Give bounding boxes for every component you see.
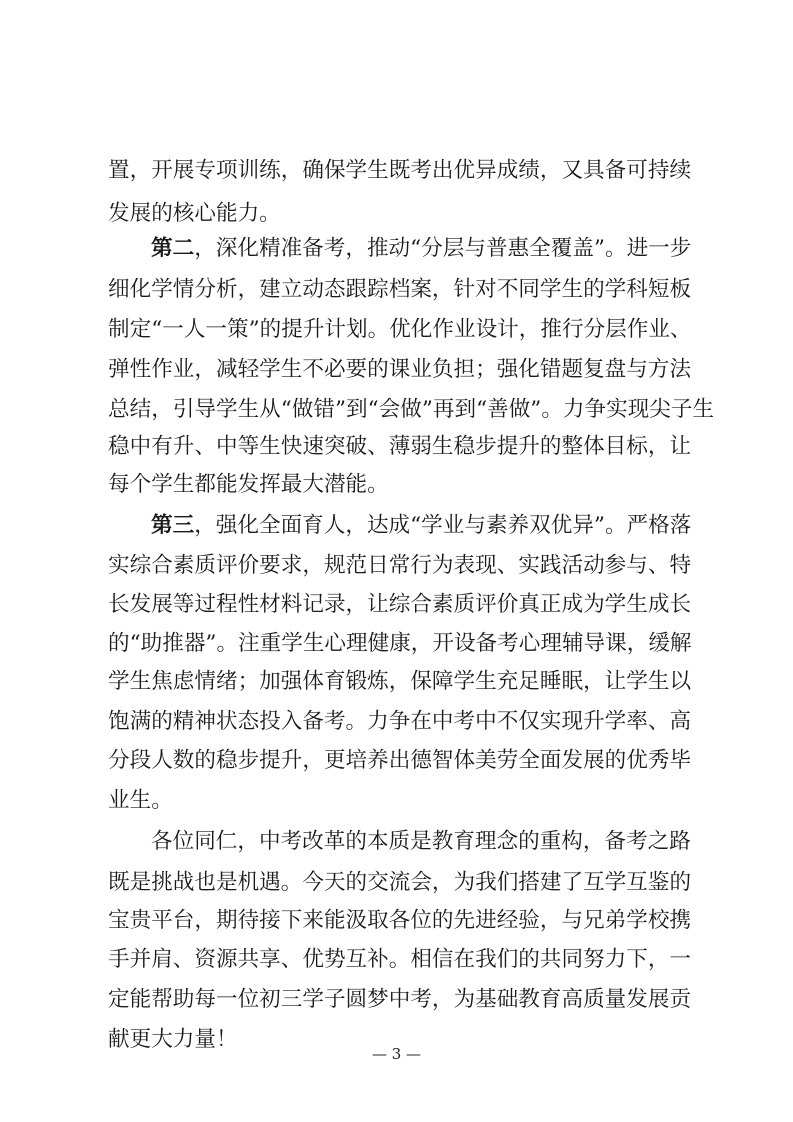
text-line: 制定“一人一策”的提升计划。优化作业设计，推行分层作业、 — [108, 317, 692, 342]
text-line: 稳中有升、中等生快速突破、薄弱生稳步提升的整体目标，让 — [108, 434, 692, 459]
text-line: 业生。 — [108, 788, 173, 813]
page-number: — 3 — — [371, 1045, 422, 1063]
text-line: 长发展等过程性材料记录，让综合素质评价真正成为学生成长 — [108, 592, 692, 617]
paragraph-two-first-line: 第二，深化精准备考，推动“分层与普惠全覆盖”。进一步 — [151, 236, 692, 261]
text-line: 实综合素质评价要求，规范日常行为表现、实践活动参与、特 — [108, 553, 692, 578]
text-line: 的“助推器”。注重学生心理健康，开设备考心理辅导课，缓解 — [108, 631, 692, 656]
text-line: 学生焦虑情绪；加强体育锻炼，保障学生充足睡眠，让学生以 — [108, 669, 692, 694]
text-line: 发展的核心能力。 — [108, 201, 281, 226]
text-line: 每个学生都能发挥最大潜能。 — [108, 472, 389, 497]
text-line: 手并肩、资源共享、优势互补。相信在我们的共同努力下，一 — [108, 947, 692, 972]
text-line: 献更大力量！ — [108, 1027, 238, 1052]
text-line: 弹性作业，减轻学生不必要的课业负担；强化错题复盘与方法 — [108, 357, 692, 382]
text-line: 总结，引导学生从“做错”到“会做”再到“善做”。力争实现尖子生 — [108, 397, 715, 422]
text-line: 既是挑战也是机遇。今天的交流会，为我们搭建了互学互鉴的 — [108, 870, 692, 895]
paragraph-four-first-line: 各位同仁，中考改革的本质是教育理念的重构，备考之路 — [151, 829, 691, 854]
text-line: 定能帮助每一位初三学子圆梦中考，为基础教育高质量发展贡 — [108, 987, 692, 1012]
paragraph-three-first-line: 第三，强化全面育人，达成“学业与素养双优异”。严格落 — [151, 513, 692, 538]
text-line: 细化学情分析，建立动态跟踪档案，针对不同学生的学科短板 — [108, 277, 692, 302]
text-line: 置，开展专项训练，确保学生既考出优异成绩，又具备可持续 — [108, 158, 692, 183]
section-lead-second: 第二 — [151, 236, 195, 261]
text-line: 宝贵平台，期待接下来能汲取各位的先进经验，与兄弟学校携 — [108, 908, 692, 933]
text-line: 分段人数的稳步提升，更培养出德智体美劳全面发展的优秀毕 — [108, 748, 692, 773]
text-line: 饱满的精神状态投入备考。力争在中考中不仅实现升学率、高 — [108, 709, 692, 734]
section-lead-third: 第三 — [151, 513, 195, 538]
